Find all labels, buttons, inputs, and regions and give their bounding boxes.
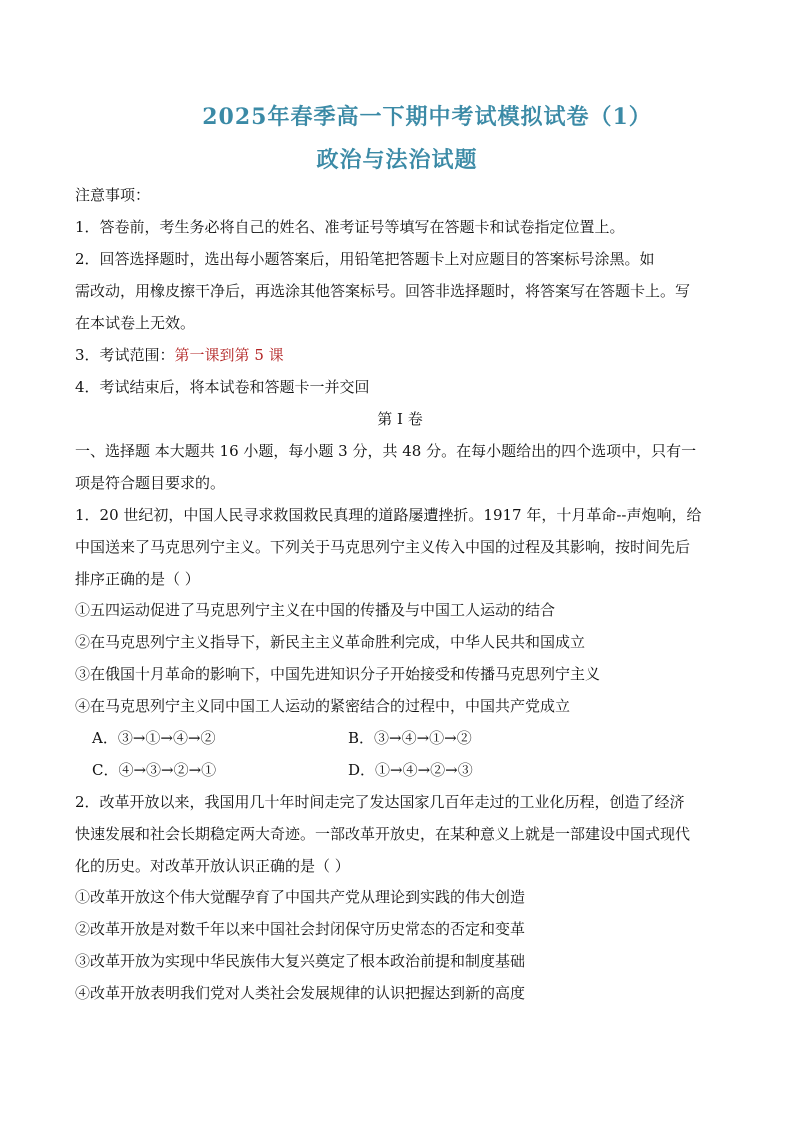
q1-option-c: C．④→③→②→① bbox=[92, 761, 217, 779]
notice-item-2-line-2: 需改动，用橡皮擦干净后，再选涂其他答案标号。回答非选择题时，将答案写在答题卡上。写 bbox=[75, 282, 691, 300]
q1-statement-2: ②在马克思列宁主义指导下，新民主主义革命胜利完成，中华人民共和国成立 bbox=[75, 633, 586, 651]
q2-stem-line-3: 化的历史。对改革开放认识正确的是（ ） bbox=[75, 857, 350, 875]
q1-option-b: B．③→④→①→② bbox=[348, 729, 472, 747]
q1-option-d: D．①→④→②→③ bbox=[348, 761, 473, 779]
notice-item-3-label: 3．考试范围： bbox=[75, 346, 175, 364]
notice-item-3 bbox=[75, 345, 725, 365]
exam-range: 第一课到第 5 课 bbox=[174, 346, 284, 364]
q1-statement-1: ①五四运动促进了马克思列宁主义在中国的传播及与中国工人运动的结合 bbox=[75, 601, 556, 619]
q2-stem-line-1: 2．改革开放以来，我国用几十年时间走完了发达国家几百年走过的工业化历程，创造了经济 bbox=[75, 793, 685, 811]
q2-statement-2: ②改革开放是对数千年以来中国社会封闭保守历史常态的否定和变革 bbox=[75, 920, 526, 938]
exam-subtitle: 政治与法治试题 bbox=[316, 147, 478, 173]
q1-statement-3: ③在俄国十月革命的影响下，中国先进知识分子开始接受和传播马克思列宁主义 bbox=[75, 665, 601, 683]
q2-statement-1: ①改革开放这个伟大觉醒孕育了中国共产党从理论到实践的伟大创造 bbox=[75, 888, 526, 906]
exam-title: 2025年春季高一下期中考试模拟试卷（1） bbox=[202, 104, 652, 130]
notice-item-2-line-3: 在本试卷上无效。 bbox=[75, 314, 196, 332]
section-intro-line-1: 一、选择题 本大题共 16 小题，每小题 3 分，共 48 分。在每小题给出的四个选项中，只有一 bbox=[75, 442, 697, 460]
q1-option-a: A．③→①→④→② bbox=[92, 729, 216, 747]
q2-statement-3: ③改革开放为实现中华民族伟大复兴奠定了根本政治前提和制度基础 bbox=[75, 952, 526, 970]
notice-item-1: 1．答卷前，考生务必将自己的姓名、准考证号等填写在答题卡和试卷指定位置上。 bbox=[75, 218, 625, 236]
notice-item-4: 4．考试结束后，将本试卷和答题卡一并交回 bbox=[75, 378, 370, 396]
q2-stem-line-2: 快速发展和社会长期稳定两大奇迹。一部改革开放史，在某种意义上就是一部建设中国式现代 bbox=[75, 825, 691, 843]
notice-item-2-line-1: 2．回答选择题时，选出每小题答案后，用铅笔把答题卡上对应题目的答案标号涂黑。如 bbox=[75, 250, 655, 268]
section-intro-line-2: 项是符合题目要求的。 bbox=[75, 474, 226, 492]
q1-statement-4: ④在马克思列宁主义同中国工人运动的紧密结合的过程中，中国共产党成立 bbox=[75, 697, 571, 715]
q2-statement-4: ④改革开放表明我们党对人类社会发展规律的认识把握达到新的高度 bbox=[75, 984, 526, 1002]
q1-stem-line-3: 排序正确的是（ ） bbox=[75, 570, 200, 588]
q1-stem-line-2: 中国送来了马克思列宁主义。下列关于马克思列宁主义传入中国的过程及其影响，按时间先后 bbox=[75, 538, 691, 556]
q1-stem-line-1: 1．20 世纪初，中国人民寻求救国救民真理的道路屡遭挫折。1917 年，十月革命--声炮响，给 bbox=[75, 506, 702, 524]
notice-heading: 注意事项： bbox=[75, 186, 151, 204]
volume-heading: 第 I 卷 bbox=[377, 410, 423, 428]
